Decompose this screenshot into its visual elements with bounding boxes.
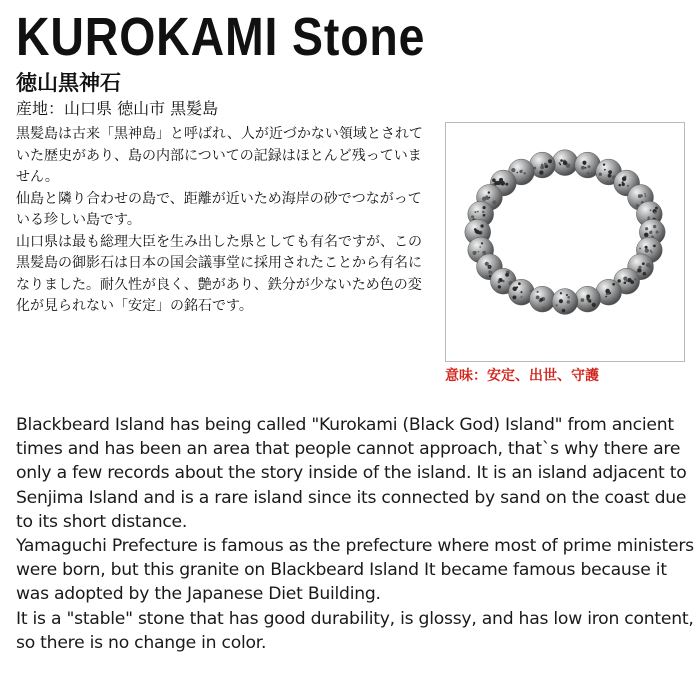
bead-speckle (622, 181, 624, 183)
bead-speckle (486, 276, 488, 278)
bead-speckle (492, 178, 496, 182)
bead-speckle (580, 298, 584, 302)
bead-speckle (485, 262, 489, 266)
bead-speckle (566, 163, 571, 168)
bead-speckle (477, 211, 479, 213)
bead-speckle (624, 281, 627, 284)
bead-speckle (608, 170, 612, 174)
bead-speckle (482, 211, 484, 213)
bead-speckle (604, 169, 606, 171)
bead-speckle (521, 296, 523, 298)
bead-speckle (485, 195, 488, 198)
bead-speckle (505, 183, 508, 186)
bead-speckle (505, 273, 509, 277)
origin-label: 産地：山口県 徳山市 黒髪島 (16, 99, 219, 118)
bead-speckle (654, 211, 657, 214)
bead-speckle (650, 209, 652, 211)
bead-speckle (482, 251, 486, 255)
bead-speckle (479, 246, 481, 248)
bead-speckle (607, 181, 609, 183)
bead-speckle (581, 166, 585, 170)
bracelet-photo (445, 122, 685, 362)
bead-speckle (647, 216, 650, 219)
bead-speckle (498, 281, 501, 284)
bead-speckle (488, 271, 490, 273)
bead-speckle (638, 266, 641, 269)
bead-speckle (537, 291, 539, 293)
bead-speckle (655, 207, 658, 210)
bead-speckle (587, 298, 589, 300)
bead-speckle (471, 215, 474, 218)
bead-speckle (605, 289, 610, 294)
bead-speckle (643, 272, 646, 275)
bead-speckle (541, 164, 544, 167)
stone-japanese-name: 徳山黒神石 (16, 71, 121, 95)
bracelet-image (446, 123, 684, 361)
bead-speckle (512, 295, 516, 299)
bead-speckle (567, 296, 570, 299)
japanese-description (16, 124, 426, 318)
bead-speckle (566, 294, 568, 296)
bead-speckle (639, 248, 641, 250)
meaning-label: 意味：安定、出世、守護 (445, 368, 599, 384)
bead-speckle (627, 278, 631, 282)
bead-speckle (622, 177, 627, 182)
en-paragraph: Blackbeard Island has being called "Kurokami (Black God) Island" from ancient times and has been an area that people cannot approach, that`s why there are only a few records about the story inside of the island. It is an island adjacent to Senjima Island and is a rare island since its connected by sand on the coast due to its short distance. (16, 415, 687, 532)
bead-speckle (519, 170, 522, 173)
bead-speckle (582, 161, 586, 165)
bead-speckle (520, 291, 522, 293)
bead-speckle (497, 181, 501, 185)
page-title: KUROKAMI Stone (16, 7, 426, 67)
bead-speckle (517, 172, 519, 174)
bead-speckle (634, 278, 636, 280)
bead-speckle (603, 163, 605, 165)
bead-speckle (475, 229, 479, 233)
bead-speckle (560, 159, 563, 162)
bead-speckle (556, 304, 558, 306)
bead-speckle (645, 246, 648, 249)
bead-speckle (474, 211, 476, 213)
bead-speckle (648, 265, 652, 269)
bead-speckle (544, 163, 547, 166)
bead-speckle (489, 266, 491, 268)
bead-speckle (618, 184, 621, 187)
en-paragraph: Yamaguchi Prefecture is famous as the prefecture where most of prime ministers were born, but this granite on Blackbeard Island It became famous because it was adopted by the Japanese Diet Building. (16, 536, 694, 605)
english-description (16, 413, 696, 655)
jp-paragraph: 仙島と隣り合わせの島で、距離が近いため海岸の砂でつながっている珍しい島です。 (16, 190, 422, 228)
bead-speckle (644, 193, 646, 195)
bead-speckle (540, 298, 543, 301)
bead-speckle (599, 173, 602, 176)
bead-speckle (585, 167, 587, 169)
bead-speckle (651, 230, 653, 232)
bead-speckle (592, 303, 596, 307)
bead-speckle (588, 300, 591, 303)
bead-speckle (612, 283, 615, 286)
bead-speckle (479, 231, 482, 234)
jp-paragraph: 山口県は最も総理大臣を生み出した県としても有名ですが、この黒髪島の御影石は日本の国会議事堂に採用されたことから有名になりました。耐久性が良く、艶があり、鉄分が少ないため色の変化が見られない「安定」の銘石です。 (16, 233, 422, 314)
bead-speckle (645, 249, 649, 253)
bead-speckle (512, 287, 517, 292)
bead-speckle (481, 242, 483, 244)
bead-speckle (518, 282, 521, 285)
bead-speckle (472, 251, 476, 255)
bead-speckle (511, 168, 515, 172)
bead-speckle (542, 307, 545, 310)
bead-speckle (539, 170, 543, 174)
bead-speckle (642, 262, 645, 265)
bead-speckle (653, 244, 656, 247)
bead-speckle (651, 251, 653, 253)
bead-speckle (645, 227, 648, 230)
bead-speckle (653, 225, 656, 228)
bead-speckle (567, 300, 570, 303)
bead-speckle (483, 214, 486, 217)
bead-speckle (617, 279, 620, 282)
bead-speckle (591, 172, 594, 175)
bead-speckle (559, 299, 563, 303)
bead-speckle (482, 206, 485, 209)
bead-speckle (488, 191, 490, 193)
bead-speckle (608, 174, 612, 178)
bead-speckle (480, 224, 483, 227)
bead-speckle (644, 233, 649, 238)
bead-speckle (523, 172, 525, 174)
bead-speckle (562, 309, 566, 313)
bead-speckle (498, 285, 501, 288)
bead-speckle (645, 195, 647, 197)
jp-paragraph: 黒髪島は古来「黒神島」と呼ばれ、人が近づかない領域とされていた歴史があり、島の内部についての記録はほとんど残っていません。 (16, 126, 423, 185)
bead-speckle (622, 183, 625, 186)
bead-speckle (623, 277, 627, 281)
bead-speckle (640, 194, 643, 197)
bead-speckle (627, 185, 629, 187)
bead-speckle (656, 231, 659, 234)
bead-speckle (548, 159, 552, 163)
bead-speckle (492, 200, 496, 204)
bead-speckle (478, 251, 480, 253)
bead-speckle (559, 164, 561, 166)
bead-speckle (605, 296, 607, 298)
en-paragraph: It is a "stable" stone that has good durability, is glossy, and has low iron content, so there is no change in color. (16, 608, 694, 653)
bead-speckle (588, 165, 591, 168)
bead-speckle (587, 172, 590, 175)
bead-speckle (560, 292, 562, 294)
bead-speckle (536, 295, 540, 299)
